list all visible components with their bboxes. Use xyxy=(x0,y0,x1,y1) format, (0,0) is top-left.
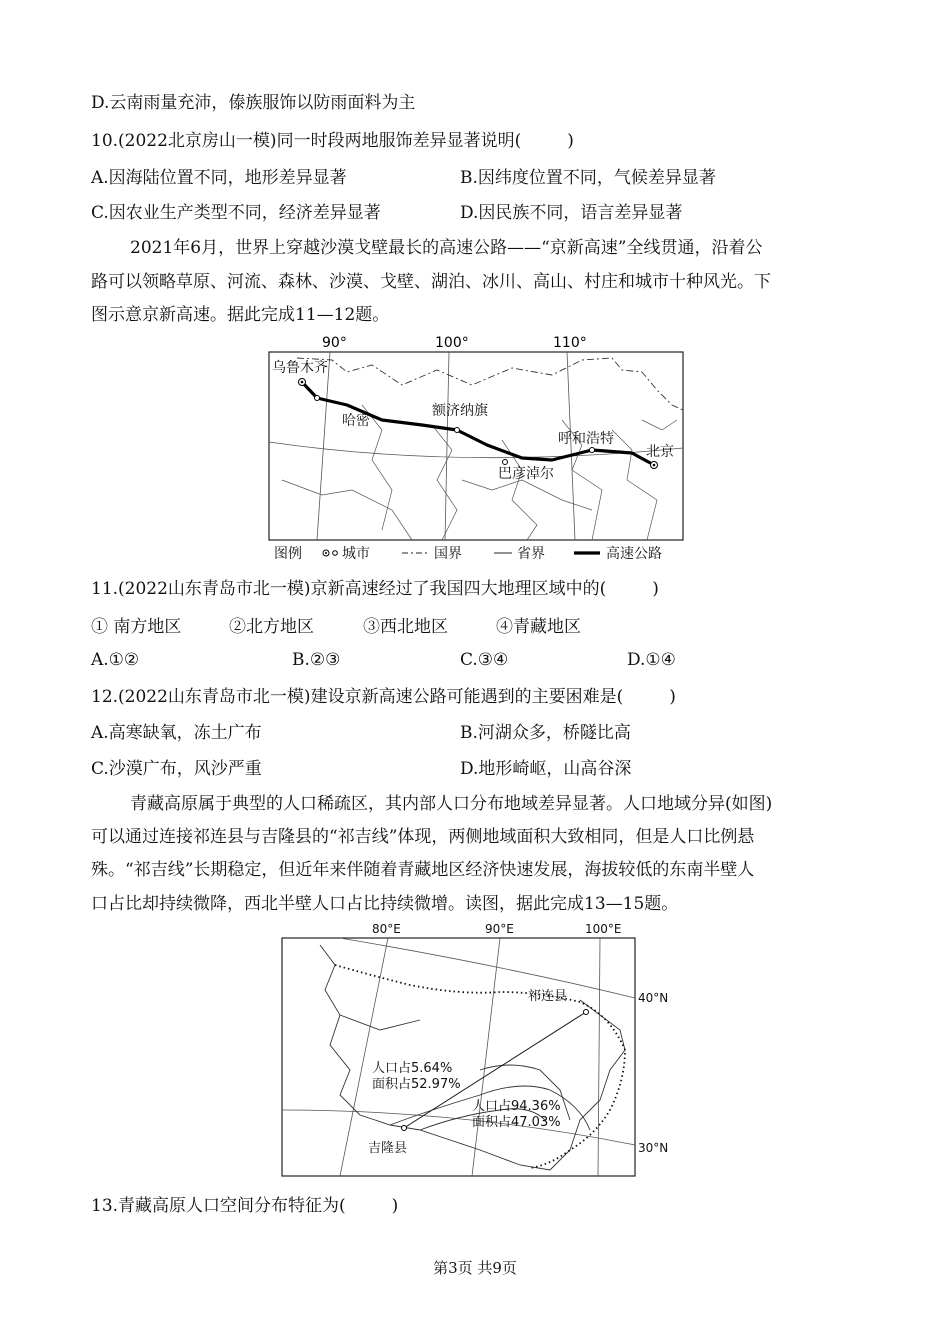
lon-label-80e: 80°E xyxy=(372,922,401,936)
passage1-line3: 图示意京新高速。据此完成11—12题。 xyxy=(91,305,390,325)
legend-title: 图例 xyxy=(274,546,302,562)
map2-lat-labels xyxy=(638,991,668,1155)
lon-label-100: 100° xyxy=(435,335,469,351)
q12-option-c: C.沙漠广布，风沙严重 xyxy=(91,759,262,779)
q12-option-b: B.河湖众多，桥隧比高 xyxy=(460,723,631,743)
nw-pop-share: 人口占5.64% xyxy=(372,1061,453,1076)
ejina-marker xyxy=(455,428,460,433)
legend-city: 城市 xyxy=(342,546,370,562)
bayannur-marker xyxy=(503,460,508,465)
lon-label-100e: 100°E xyxy=(585,922,622,936)
passage1-line1: 2021年6月，世界上穿越沙漠戈壁最长的高速公路——“京新高速”全线贯通，沿着公 xyxy=(130,238,763,258)
map2-graticule xyxy=(282,938,635,1176)
map2-lon-labels xyxy=(372,922,622,936)
jilong-marker xyxy=(402,1126,407,1131)
hohhot-marker xyxy=(590,448,595,453)
q10-option-a: A.因海陆位置不同，地形差异显著 xyxy=(91,168,347,188)
city-label-urumqi: 乌鲁木齐 xyxy=(272,360,328,376)
se-pop-share: 人口占94.36% xyxy=(472,1099,561,1114)
q12-close: ) xyxy=(669,687,676,707)
city-label-hohhot: 呼和浩特 xyxy=(558,431,614,447)
lat-label-30n: 30°N xyxy=(638,1141,669,1155)
q11-option-c: C.③④ xyxy=(460,650,509,670)
hami-marker xyxy=(315,396,320,401)
q12-option-d: D.地形崎岖，山高谷深 xyxy=(460,759,632,779)
passage2-line3: 殊。“祁吉线”长期稳定，但近年来伴随着青藏地区经济快速发展，海拔较低的东南半壁人 xyxy=(91,860,755,880)
legend-national-border: 国界 xyxy=(434,546,462,562)
national-border xyxy=(297,358,683,410)
place-label-qilian: 祁连县 xyxy=(528,989,568,1004)
map1-lon-labels xyxy=(322,335,587,351)
q11-option-b: B.②③ xyxy=(292,650,341,670)
map2-borders xyxy=(320,945,625,1170)
q10-option-b: B.因纬度位置不同，气候差异显著 xyxy=(460,168,716,188)
city-label-hami: 哈密 xyxy=(342,413,370,429)
city-label-bayannur: 巴彦淖尔 xyxy=(498,466,554,482)
se-area-share: 面积占47.03% xyxy=(472,1115,561,1130)
q11-option-a: A.①② xyxy=(91,650,140,670)
city-label-ejina: 额济纳旗 xyxy=(432,403,488,419)
q10-close: ) xyxy=(567,131,574,151)
map2-frame xyxy=(282,938,635,1176)
q10-stem-text: 10.(2022北京房山一模)同一时段两地服饰差异显著说明( xyxy=(91,131,522,151)
lat-label-40n: 40°N xyxy=(638,991,669,1005)
passage2-line2: 可以通过连接祁连县与吉隆县的“祁吉线”体现，两侧地域面积大致相同，但是人口比例悬 xyxy=(91,827,755,847)
q11-item-1: ① 南方地区 xyxy=(91,617,182,637)
nw-area-share: 面积占52.97% xyxy=(372,1077,461,1092)
q12-option-a: A.高寒缺氧，冻土广布 xyxy=(91,723,262,743)
lon-label-110: 110° xyxy=(553,335,587,351)
lon-label-90: 90° xyxy=(322,335,347,351)
qinghai-tibet-map xyxy=(280,920,675,1178)
q13-stem-text: 13.青藏高原人口空间分布特征为( xyxy=(91,1196,346,1216)
q10-option-c: C.因农业生产类型不同，经济差异显著 xyxy=(91,203,381,223)
q11-option-d: D.①④ xyxy=(627,650,676,670)
map1-frame xyxy=(269,352,683,540)
q12-stem-text: 12.(2022山东青岛市北一模)建设京新高速公路可能遇到的主要困难是( xyxy=(91,687,624,707)
passage2-line1: 青藏高原属于典型的人口稀疏区，其内部人口分布地域差异显著。人口地域分异(如图) xyxy=(130,794,773,814)
place-label-jilong: 吉隆县 xyxy=(368,1141,408,1156)
qilian-marker xyxy=(584,1010,589,1015)
legend-highway: 高速公路 xyxy=(606,546,662,562)
map2-labels xyxy=(368,989,567,1156)
passage1-line2: 路可以领略草原、河流、森林、沙漠、戈壁、湖泊、冰川、高山、村庄和城市十种风光。下 xyxy=(91,272,771,292)
lon-label-90e: 90°E xyxy=(485,922,514,936)
q9-option-d: D.云南雨量充沛，傣族服饰以防雨面料为主 xyxy=(91,93,416,113)
q10-option-d: D.因民族不同，语言差异显著 xyxy=(460,203,683,223)
map1-city-labels xyxy=(272,359,674,482)
q11-item-3: ③西北地区 xyxy=(363,617,448,637)
map1-graticule xyxy=(269,352,683,540)
q11-item-4: ④青藏地区 xyxy=(496,617,581,637)
q11-item-2: ②北方地区 xyxy=(229,617,314,637)
q13-close: ) xyxy=(391,1196,399,1216)
q13-stem xyxy=(91,1195,398,1217)
q12-stem xyxy=(91,686,676,708)
jingxin-expressway-map xyxy=(262,330,687,568)
q11-close: ) xyxy=(652,579,659,599)
legend-provincial-border: 省界 xyxy=(517,546,545,562)
q11-stem-text: 11.(2022山东青岛市北一模)京新高速经过了我国四大地理区域中的( xyxy=(91,579,607,599)
map1-legend xyxy=(274,545,662,562)
q11-stem xyxy=(91,578,659,600)
city-label-beijing: 北京 xyxy=(646,444,674,460)
q10-stem xyxy=(91,130,574,152)
page-footer: 第3页 共9页 xyxy=(433,1259,517,1277)
passage2-line4: 口占比却持续微降，西北半壁人口占比持续微增。读图，据此完成13—15题。 xyxy=(91,894,679,914)
